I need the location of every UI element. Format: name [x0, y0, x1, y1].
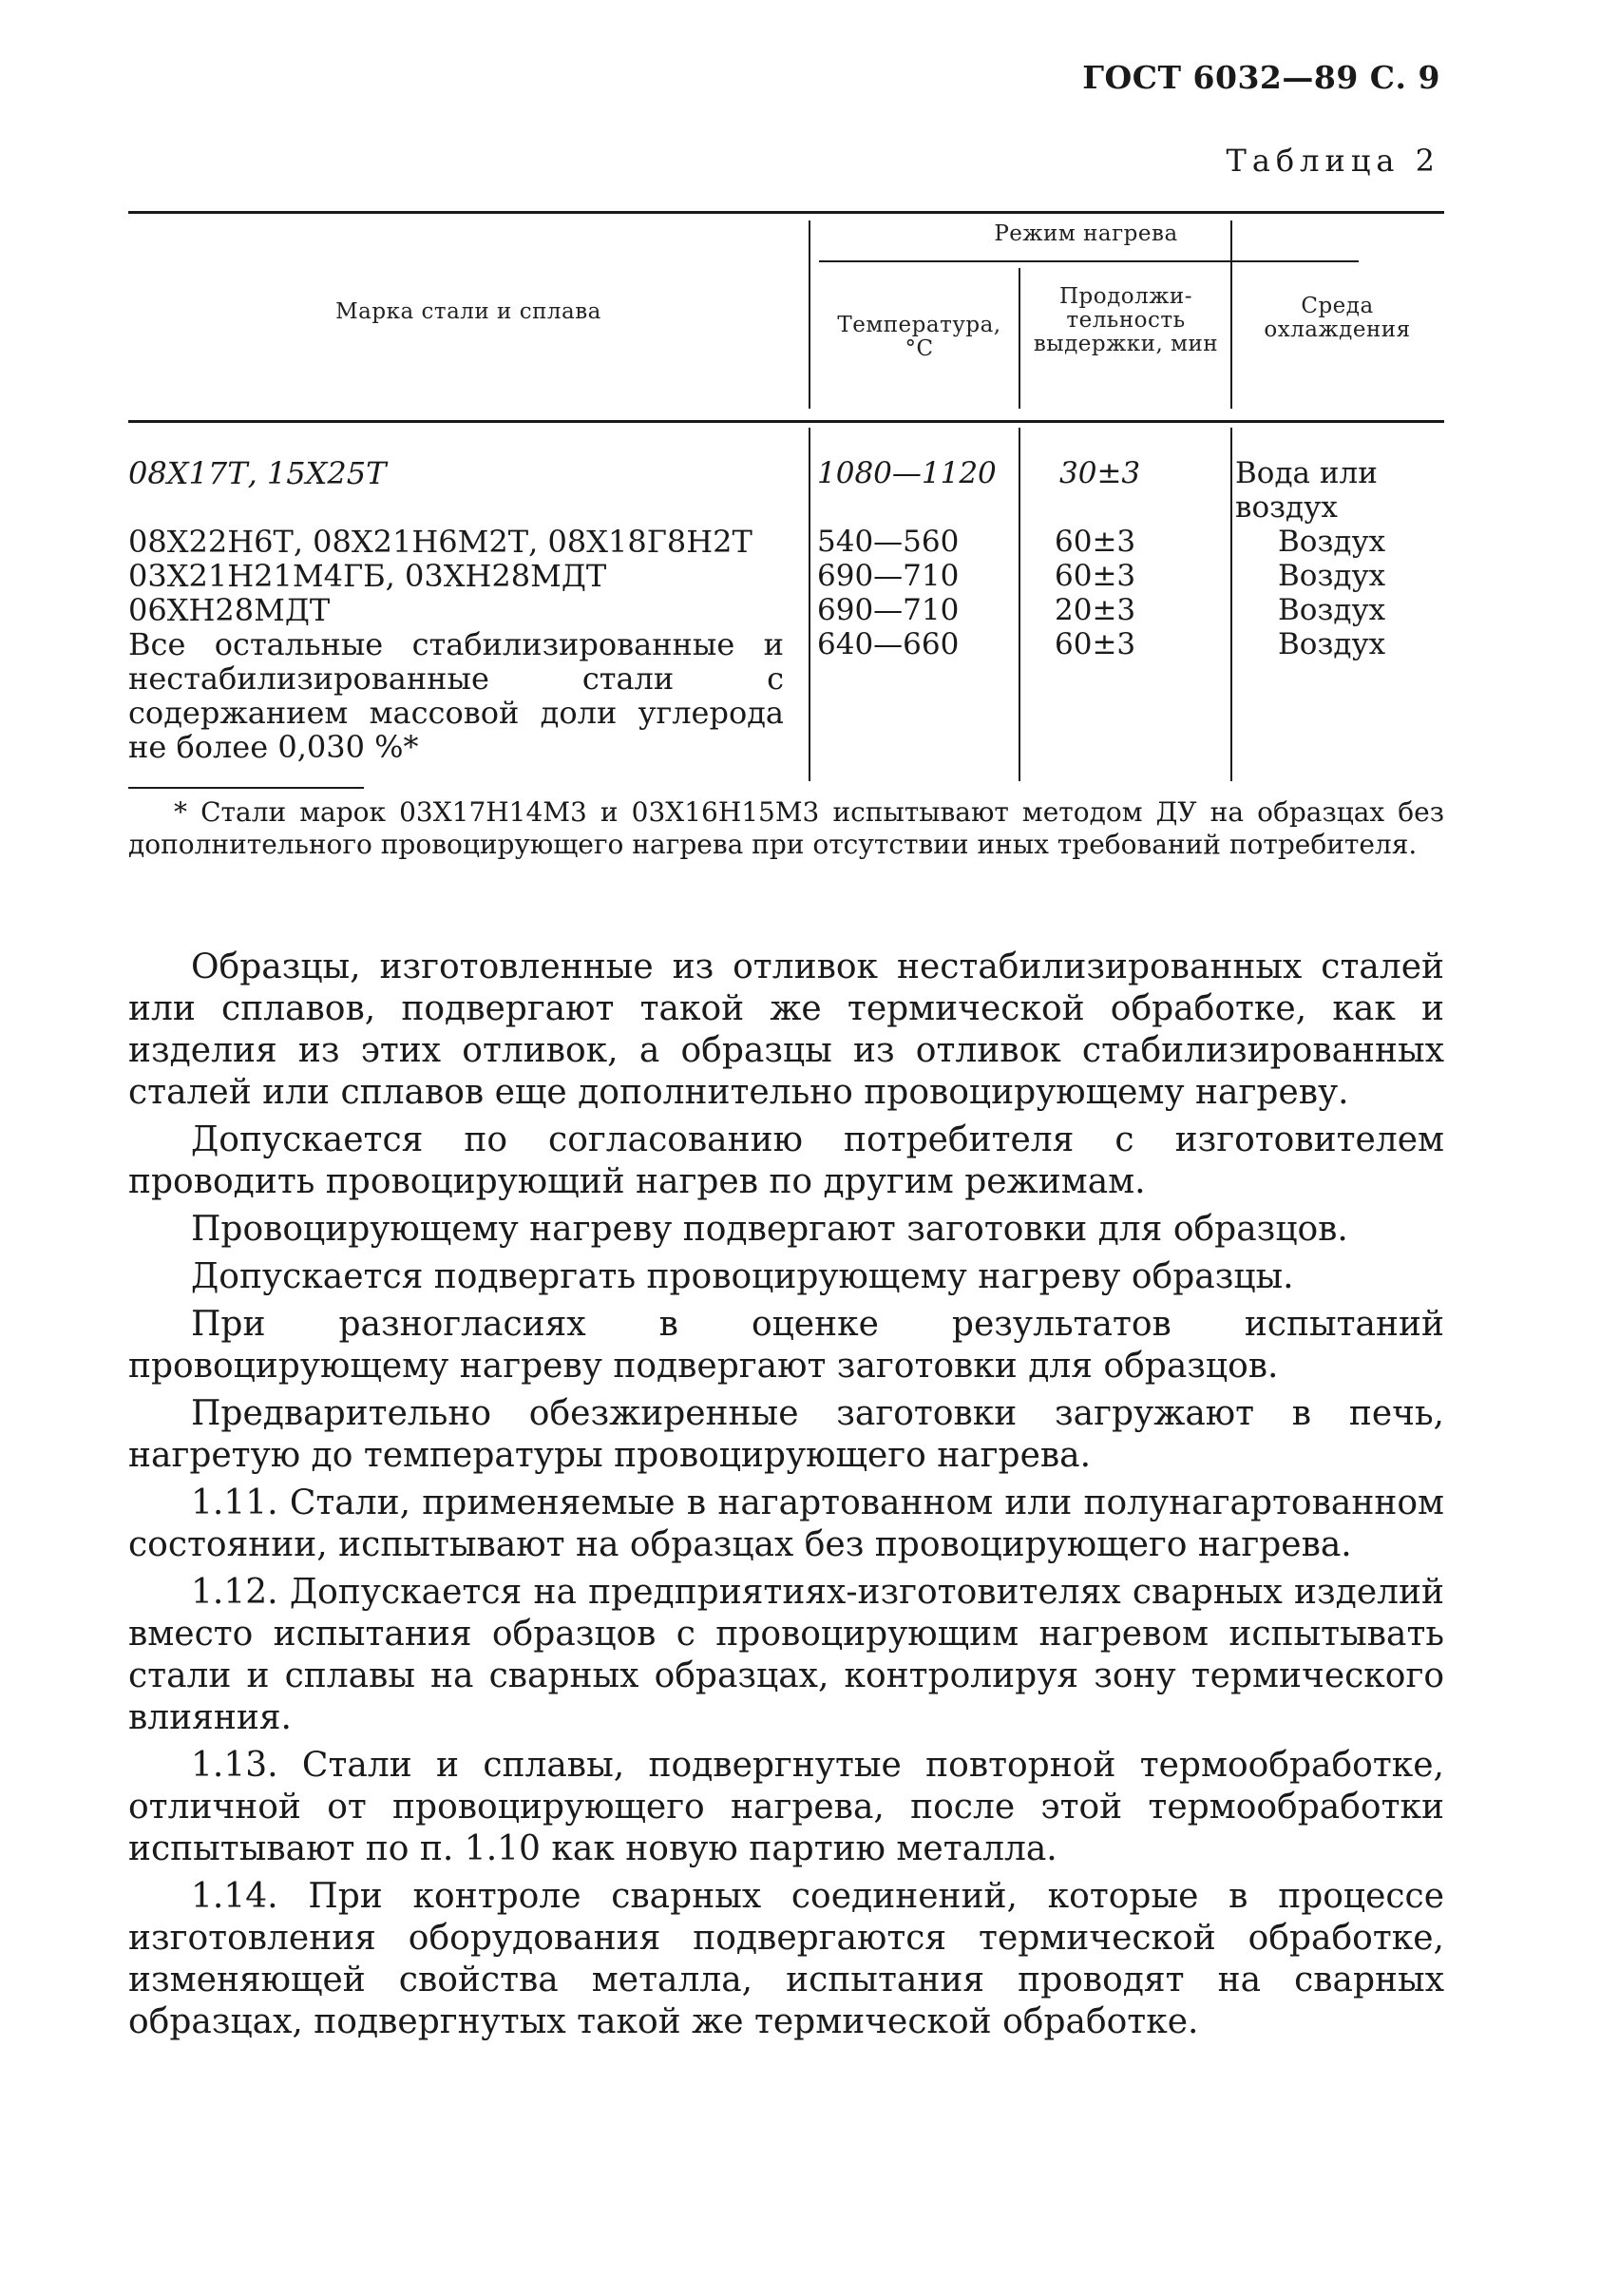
heat-treatment-table [128, 211, 1444, 786]
column-divider [809, 428, 810, 781]
body-text [128, 947, 1444, 2049]
cell-duration: 20±3 [1055, 593, 1136, 627]
column-divider [809, 220, 810, 409]
table-header-rule [128, 420, 1444, 423]
header-temperature: Температура, °С [837, 313, 1001, 361]
header-cooling: Среда охлаждения [1264, 294, 1411, 342]
paragraph: При разногласиях в оценке результатов испытаний провоцирующему нагреву подвергают заготовки для образцов. [128, 1305, 1444, 1386]
table-label: Таблица 2 [1226, 143, 1440, 179]
table-top-rule [128, 211, 1444, 214]
paragraph: Образцы, изготовленные из отливок нестабилизированных сталей или сплавов, подвергают такой же термической обработке, как и изделия из этих отливок, а образцы из отливок стабилизированных сталей или сплавов еще дополнительно провоцирующему нагреву. [128, 947, 1444, 1112]
paragraph: Допускается по согласованию потребителя с изготовителем проводить провоцирующий нагрев по другим режимам. [128, 1120, 1444, 1201]
cell-grade: 06ХН28МДТ [128, 592, 331, 628]
cell-grade: Все остальные стабилизированные и нестабилизированные стали с содержанием массовой доли углерода не более 0,030 %* [128, 626, 784, 765]
cell-temperature: 540—560 [817, 525, 960, 559]
paragraph: 1.11. Стали, применяемые в нагартованном или полунагартованном состоянии, испытывают на образцах без провоцирующего нагрева. [128, 1483, 1444, 1564]
paragraph: 1.12. Допускается на предприятиях-изготовителях сварных изделий вместо испытания образцов с провоцирующим нагревом испытывать стали и сплавы на сварных образцах, контролируя зону термического влияния. [128, 1573, 1444, 1737]
cell-temperature: 640—660 [817, 627, 960, 661]
footnote-rule [128, 787, 364, 789]
header-heating-mode: Режим нагрева [994, 221, 1178, 246]
cell-grade: 08Х17Т, 15Х25Т [128, 455, 387, 491]
cell-cooling: Воздух [1278, 559, 1386, 593]
paragraph: Предварительно обезжиренные заготовки загружают в печь, нагретую до температуры провоцирующего нагрева. [128, 1394, 1444, 1475]
cell-duration: 30±3 [1059, 456, 1141, 490]
footnote: * Стали марок 03Х17Н14М3 и 03Х16Н15М3 испытывают методом ДУ на образцах без дополнительного провоцирующего нагрева при отсутствии иных требований потребителя. [128, 796, 1444, 860]
cell-grade: 03Х21Н21М4ГБ, 03ХН28МДТ [128, 558, 607, 594]
paragraph: Провоцирующему нагреву подвергают заготовки для образцов. [191, 1210, 1348, 1249]
cell-duration: 60±3 [1055, 559, 1136, 593]
heating-subheader-rule [819, 260, 1359, 262]
header-duration: Продолжи-тельность выдержки, мин [1033, 284, 1219, 356]
cell-temperature: 690—710 [817, 593, 960, 627]
cell-temperature: 690—710 [817, 559, 960, 593]
cell-cooling: Воздух [1278, 593, 1386, 627]
page-header: ГОСТ 6032—89 С. 9 [1082, 59, 1440, 96]
paragraph: 1.14. При контроле сварных соединений, которые в процессе изготовления оборудования подвергаются термической обработке, изменяющей свойства металла, испытания проводят на сварных образцах, подвергнутых такой же термической обработке. [128, 1877, 1444, 2041]
cell-cooling: Вода или воздух [1235, 456, 1378, 525]
column-divider [1230, 220, 1232, 409]
paragraph: 1.13. Стали и сплавы, подвергнутые повторной термообработке, отличной от провоцирующего нагрева, после этой термообработки испытывают по п. 1.10 как новую партию металла. [128, 1746, 1444, 1868]
cell-temperature: 1080—1120 [817, 456, 997, 490]
cell-duration: 60±3 [1055, 627, 1136, 661]
header-grade: Марка стали и сплава [335, 299, 601, 324]
cell-cooling: Воздух [1278, 525, 1386, 559]
paragraph: Допускается подвергать провоцирующему нагреву образцы. [191, 1257, 1294, 1296]
cell-cooling: Воздух [1278, 627, 1386, 661]
column-divider [1019, 268, 1020, 409]
cell-grade: 08Х22Н6Т, 08Х21Н6М2Т, 08Х18Г8Н2Т [128, 524, 752, 560]
cell-duration: 60±3 [1055, 525, 1136, 559]
